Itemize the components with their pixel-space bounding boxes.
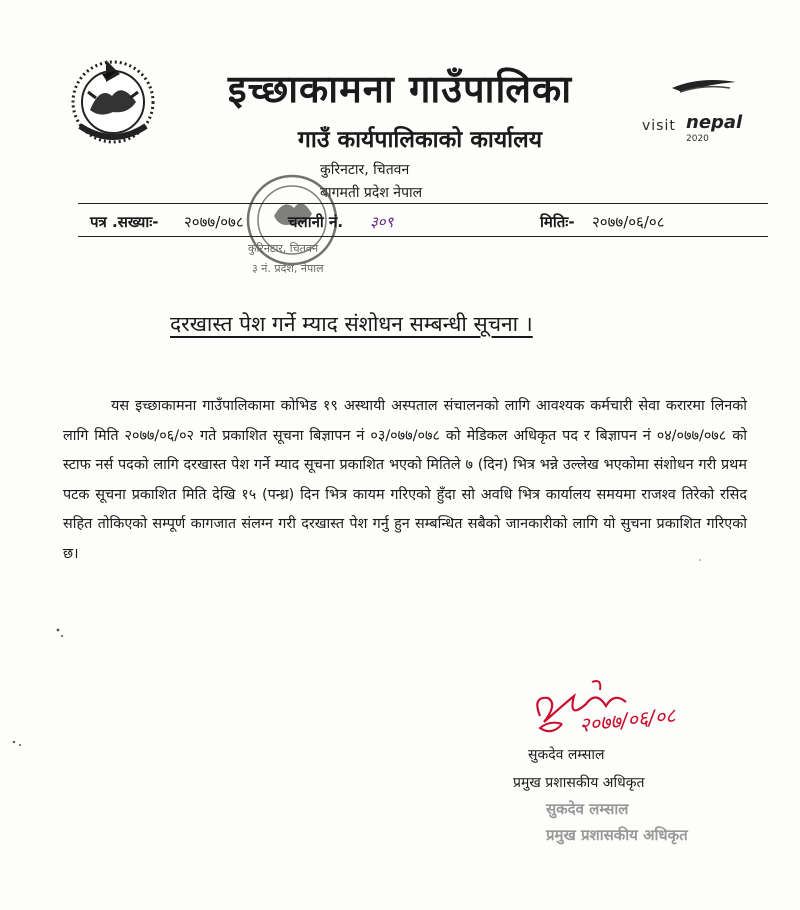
dispatch-number-value: ३०९	[370, 213, 394, 231]
org-title: इच्छाकामना गाउँपालिका	[227, 67, 573, 111]
address-line-1: कुरिनटार, चितवन	[320, 162, 410, 178]
year-text: 2020	[686, 134, 709, 144]
notice-body: यस इच्छाकामना गाउँपालिकामा कोभिड १९ अस्थायी अस्पताल संचालनको लागि आवश्यक कर्मचारी सेवा करारमा लिनको लागि मिति २०७७/०६/०२ गते प्रकाशित सूचना बिज्ञापन नं ०३/०७७/०७८ को मेडिकल अधिकृत पद र बिज्ञापन नं ०४/०७७/०७८ को स्टाफ नर्स पदको लागि दरखास्त पेश गर्ने म्याद सूचना प्रकाशित भएको मितिले ७ (दिन) भित्र भन्ने उल्लेख भएकोमा संशोधन गरी प्रथम पटक सूचना प्रकाशित मिति देखि १५ (पन्ध्र) दिन भित्र कायम गरिएको हुँदा सो अवधि भित्र कार्यालय समयमा राजश्व तिरेको रसिद सहित तोकिएको सम्पूर्ण कागजात संलग्न गरी दरखास्त पेश गर्नु हुन सम्बन्धित सबैको जानकारीको लागि यो सुचना प्रकाशित गरिएको छ।	[63, 398, 747, 562]
seal-line-2: ३ नं. प्रदेश, नेपाल	[252, 262, 324, 275]
date-value: २०७७/०६/०८	[592, 213, 665, 231]
date-label: मितिः-	[540, 213, 575, 231]
notice-subject: दरखास्त पेश गर्ने म्याद संशोधन सम्बन्धी सूचना ।	[170, 312, 533, 336]
address-line-2: बागमती प्रदेश नेपाल	[320, 185, 423, 201]
nepal-text: nepal	[686, 112, 743, 133]
signature-date: २०७७/०६/०८	[578, 702, 677, 737]
office-title: गाउँ कार्यपालिकाको कार्यालय	[297, 127, 543, 153]
signer-name: सुकदेव लम्साल	[528, 747, 605, 763]
signer-designation: प्रमुख प्रशासकीय अधिकृत	[513, 775, 645, 791]
visit-text: visit	[642, 118, 676, 134]
ref-number-value: २०७७/०७८	[184, 213, 244, 231]
name-stamp: सुकदेव लम्साल	[546, 800, 629, 818]
seal-line-1: कुरिनटार, चितवन	[248, 242, 319, 255]
ref-number-label: पत्र .सख्याः-	[90, 213, 159, 231]
designation-stamp: प्रमुख प्रशासकीय अधिकृत	[546, 826, 688, 844]
dispatch-number-label: चलानी नं.	[288, 213, 344, 231]
